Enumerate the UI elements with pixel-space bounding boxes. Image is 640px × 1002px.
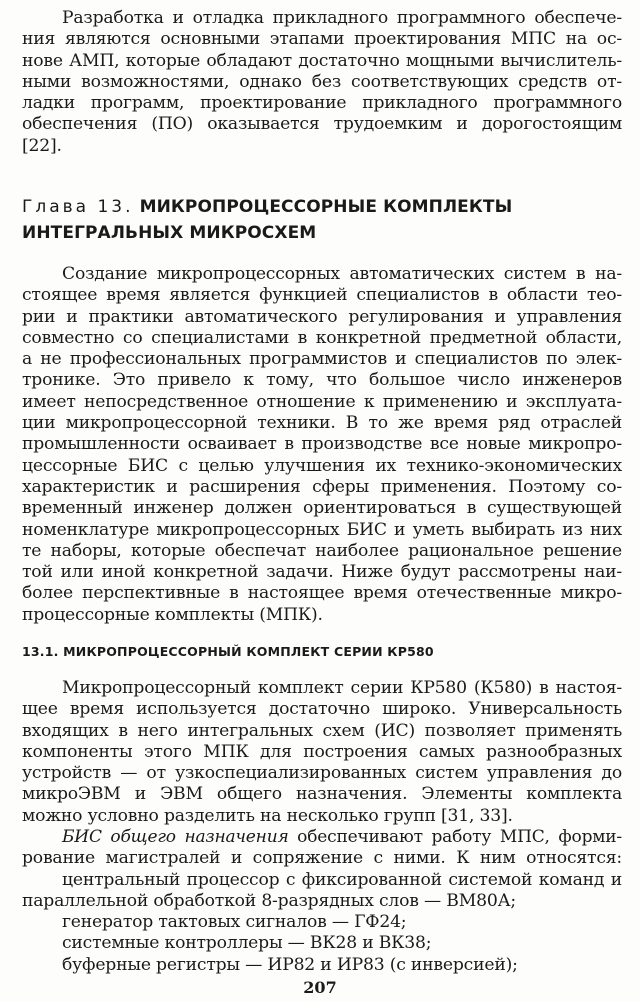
chapter-title-part-1: МИКРОПРОЦЕССОРНЫЕ КОМПЛЕКТЫ — [139, 197, 513, 217]
intro-line: нове АМП, которые обладают достаточно мощными вычислитель- — [22, 50, 622, 71]
list-line: системные контроллеры — ВК28 и ВК38; — [62, 933, 432, 954]
paragraph-line: стоящее время является функцией специалистов в области теo- — [22, 285, 622, 306]
chapter-title-line-2: ИНТЕГРАЛЬНЫХ МИКРОСХЕМ — [22, 223, 317, 243]
list-line: параллельной обработкой 8-разрядных слов — ВМ80А; — [22, 890, 516, 911]
paragraph-line: промышленности осваивает в производстве все новые микропро- — [22, 434, 622, 455]
intro-line: ладки программ, проектирование прикладного программного — [22, 93, 622, 114]
paragraph-line: цессорные БИС с целью улучшения их технико-экономических — [22, 455, 622, 476]
list-line: центральный процессор с фиксированной системой команд и — [62, 869, 622, 890]
paragraph-kr580 — [22, 678, 622, 827]
paragraph-line: временный инженер должен ориентироваться в существующей — [22, 498, 622, 519]
intro-line: ными возможностями, однако без соответствующих средств от- — [22, 71, 622, 92]
page-number: 207 — [303, 978, 337, 997]
paragraph-line — [22, 827, 622, 848]
paragraph-line: более перспективные в настоящее время отечественные микро- — [22, 583, 622, 604]
paragraph-line: устройств — от узкоспециализированных систем управления до — [22, 763, 622, 784]
list-line: генератор тактовых сигналов — ГФ24; — [62, 912, 407, 933]
paragraph-line: те наборы, которые обеспечат наиболее рациональное решение — [22, 540, 622, 561]
italic-term: БИС общего назначения — [62, 827, 289, 847]
chapter-title-line-1 — [22, 194, 622, 220]
paragraph-line-rest: обеспечивают работу МПС, форми- — [288, 827, 622, 847]
paragraph-creation — [22, 264, 622, 626]
paragraph-line: совместно со специалистами в конкретной предметной области, — [22, 327, 622, 348]
paragraph-line: Создание микропроцессорных автоматических систем в на- — [62, 264, 622, 284]
paragraph-line: щее время используется достаточно широко. Универсальность — [22, 699, 622, 720]
chapter-heading — [22, 194, 622, 246]
intro-line: ния являются основными этапами проектирования МПС на ос- — [22, 29, 622, 50]
paragraph-line: имеет непосредственное отношение к применению и эксплуата- — [22, 391, 622, 412]
paragraph-line: компоненты этого МПК для построения самых разнообразных — [22, 741, 622, 762]
paragraph-line: рии и практики автоматического регулирования и управления — [22, 306, 622, 327]
paragraph-line: можно условно разделить на несколько групп [31, 33]. — [22, 805, 513, 826]
section-title: 13.1. МИКРОПРОЦЕССОРНЫЙ КОМПЛЕКТ СЕРИИ КР580 — [22, 644, 434, 659]
paragraph-line: тронике. Это привело к тому, что большое число инженеров — [22, 370, 622, 391]
paragraph-line: ции микропроцессорной техники. В то же время ряд отраслей — [22, 413, 622, 434]
intro-line: [22]. — [22, 135, 62, 156]
list-line: буферные регистры — ИР82 и ИР83 (с инверсией); — [62, 954, 518, 975]
paragraph-line: номенклатуре микропроцессорных БИС и уметь выбирать из них — [22, 519, 622, 540]
paragraph-line: микроЭВМ и ЭВМ общего назначения. Элементы комплекта — [22, 784, 622, 805]
paragraph-line: Микропроцессорный комплект серии КР580 (К580) в настоя- — [62, 678, 622, 698]
paragraph-line: характеристик и расширения сферы применения. Поэтому со- — [22, 476, 622, 497]
chapter-label: Глава 13. — [22, 197, 134, 217]
paragraph-line: процессорные комплекты (МПК). — [22, 604, 323, 625]
paragraph-line: а не профессиональных программистов и специалистов по элек- — [22, 349, 622, 370]
section-heading — [22, 644, 622, 659]
intro-line: обеспечения (ПО) оказывается трудоемким и дорогостоящим — [22, 114, 622, 135]
paragraph-line: той или иной конкретной задачи. Ниже будут рассмотрены наи- — [22, 562, 622, 583]
paragraph-line: рование магистралей и сопряжение с ними. К ним относятся: — [22, 848, 622, 869]
intro-line: Разработка и отладка прикладного программного обеспече- — [62, 8, 622, 28]
paragraph-line: входящих в него интегральных схем (ИС) позволяет применять — [22, 720, 622, 741]
paragraph-general-lsi — [22, 827, 622, 976]
intro-paragraph — [22, 8, 622, 157]
